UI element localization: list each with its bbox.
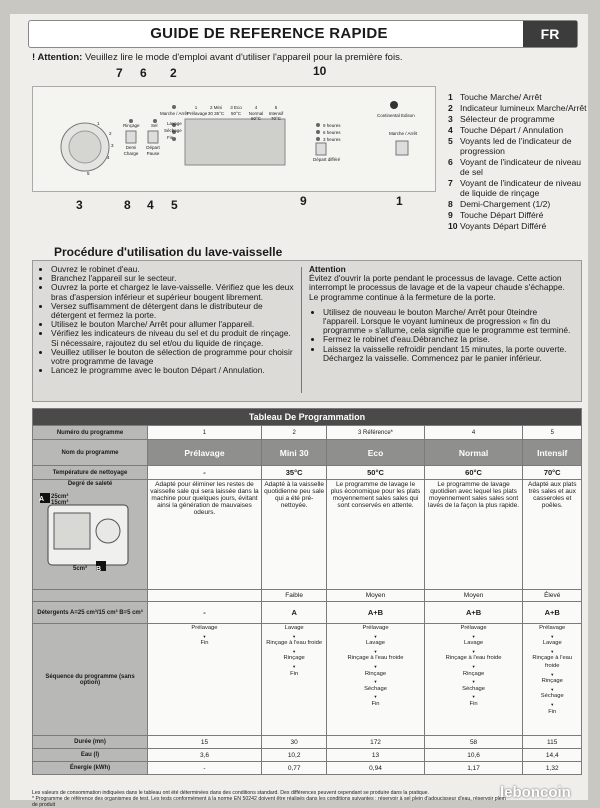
callout-3: 3 <box>76 198 83 212</box>
arrow-down-icon: ▼ <box>471 694 476 700</box>
arrow-down-icon: ▼ <box>471 663 476 669</box>
sequence-step: Fin <box>371 700 380 707</box>
dial-num-2: 2 <box>109 131 112 136</box>
arrow-down-icon: ▼ <box>292 633 297 639</box>
procedure-step: • Branchez l'appareil sur le secteur. <box>51 274 299 283</box>
procedure-right <box>309 265 575 363</box>
sequence-step: Rinçage <box>283 655 305 662</box>
procedure-step: • Fermez le robinet d'eau.Débranchez la prise. <box>323 335 575 344</box>
arrow-down-icon: ▼ <box>471 648 476 654</box>
procedure-step: • Ouvrez la porte et chargez le lave-vaisselle. Vérifiez que les deux bras d'aspersion inférieur et supérieur bougent librement. <box>51 283 299 301</box>
table-row: Détergents A=25 cm³/15 cm³ B=5 cm³ - A A+B A+B A+B <box>33 602 582 624</box>
rincage-label: Rinçage <box>123 123 140 128</box>
sequence-step: Rinçage à l'eau froide <box>532 655 573 669</box>
table-row: Numéro du programme 1 2 3 Référence* 4 5 <box>33 426 582 440</box>
procedure-left <box>37 265 299 375</box>
sequence-step: Rinçage à l'eau froide <box>445 655 502 662</box>
sequence-step: Prélavage <box>460 625 487 631</box>
legend-item: 3 Sélecteur de programme <box>448 114 555 124</box>
arrow-down-icon: ▼ <box>373 633 378 639</box>
callout-10: 10 <box>313 64 327 78</box>
sequence-step: Séchage <box>462 685 485 692</box>
procedure-step: • Versez suffisamment de détergent dans le distributeur de détergent et fermez la porte. <box>51 302 299 320</box>
attention-note <box>32 52 402 63</box>
prog-head-3: 3 Eco 50°C <box>230 105 242 116</box>
dispenser-b-value: 5cm³ <box>73 566 88 572</box>
sequence-step: Lavage <box>464 640 484 647</box>
sequence-step: Fin <box>469 700 478 707</box>
sequence-cell <box>148 624 262 736</box>
lavage-label: Lavage <box>167 121 182 126</box>
arrow-down-icon: ▼ <box>292 663 297 669</box>
sequence-cell <box>523 624 582 736</box>
procedure-box <box>32 260 582 402</box>
footnotes <box>32 790 512 808</box>
arrow-down-icon: ▼ <box>292 648 297 654</box>
sequence-step: Prélavage <box>362 625 389 631</box>
legend-item: 5 Voyants led de l'indicateur de progression <box>448 136 572 156</box>
legend-item: 1 Touche Marche/ Arrêt <box>448 92 542 102</box>
legend-item: 2 Indicateur lumineux Marche/Arrêt <box>448 103 587 113</box>
procedure-step: • Ouvrez le robinet d'eau. <box>51 265 299 274</box>
arrow-down-icon: ▼ <box>373 663 378 669</box>
control-panel-diagram <box>32 86 436 192</box>
programming-table <box>32 408 582 775</box>
depart-differe-label: Départ différé <box>313 157 341 162</box>
arrow-down-icon: ▼ <box>550 701 555 707</box>
attention-label: ! Attention: <box>32 52 83 63</box>
callout-6: 6 <box>140 66 147 80</box>
control-panel-drawing <box>33 87 435 191</box>
footnote: * Programme de référence des organismes de test. Les tests conformément à la norme EN 50242 doivent être réalisés dans les conditions suivantes : réservoir à sel plein d'adoucisseur d'eau, réservoir plein de produit <box>32 796 506 808</box>
legend-item: 6 Voyant de l'indicateur de niveau de sel <box>448 157 582 177</box>
sechage-label: Séchage <box>164 128 182 133</box>
arrow-down-icon: ▼ <box>202 633 207 639</box>
sequence-step: Séchage <box>540 693 564 700</box>
arrow-down-icon: ▼ <box>373 694 378 700</box>
dial-num-5: 5 <box>87 171 90 176</box>
callout-4: 4 <box>147 198 154 212</box>
arrow-down-icon: ▼ <box>550 671 555 677</box>
sequence-step: Prélavage <box>539 625 566 631</box>
arrow-down-icon: ▼ <box>550 686 555 692</box>
sel-label: Sel <box>151 123 158 128</box>
callout-8: 8 <box>124 198 131 212</box>
prog-head-2: 2 Mini 30 35°C <box>207 105 225 116</box>
sequence-step: Séchage <box>364 685 387 692</box>
legend-item: 7 Voyant de l'indicateur de niveau de liquide de rinçage <box>448 178 582 198</box>
procedure-attention-text: Évitez d'ouvrir la porte pendant le processus de lavage. Cette action interrompt le processus de lavage et de la vapeur chaude s'échappe. Le programme continue à la fermeture de la porte. <box>309 273 565 302</box>
language-badge: FR <box>523 21 577 47</box>
procedure-step: • Veuillez utiliser le bouton de sélection de programme pour choisir votre programme de lavage <box>51 348 299 366</box>
guide-header <box>28 20 578 48</box>
procedure-step: • Utilisez de nouveau le bouton Marche/ Arrêt pour 0teindre l'appareil. Lorsque le voyant lumineux de progression « fin du programme » s'allume, cela signifie que le programme est terminé. <box>323 308 575 336</box>
attention-text: Veuillez lire le mode d'emploi avant d'utiliser l'appareil pour la première fois. <box>82 52 403 63</box>
table-row: Température de nettoyage - 35°C 50°C 60°C 70°C <box>33 466 582 480</box>
dispenser-b-letter: B <box>96 566 102 573</box>
sequence-cell <box>261 624 326 736</box>
procedure-attention-title: Attention <box>309 264 346 274</box>
sequence-cell <box>424 624 523 736</box>
watermark-logo: leboncoin <box>500 784 571 801</box>
callout-1: 1 <box>396 194 403 208</box>
table-row: Énergie (kWh) - 0,77 0,94 1,17 1,32 <box>33 762 582 775</box>
arrow-down-icon: ▼ <box>471 679 476 685</box>
fin-label: Fin <box>167 135 174 140</box>
dial-num-4: 4 <box>107 155 110 160</box>
dispenser-a-value: 25cm³ 15cm³ <box>51 494 69 506</box>
table-title: Tableau De Programmation <box>33 409 582 426</box>
procedure-title: Procédure d'utilisation du lave-vaisselle <box>54 245 283 259</box>
sequence-step: Prélavage <box>191 625 218 631</box>
sequence-cell <box>327 624 424 736</box>
reference-guide-sheet <box>10 14 588 808</box>
brand-label: Continental Edison <box>377 113 415 118</box>
procedure-step: • Utilisez le bouton Marche/ Arrêt pour allumer l'appareil. <box>51 320 299 329</box>
sequence-step: Fin <box>290 670 299 677</box>
procedure-divider <box>301 267 302 393</box>
sequence-step: Rinçage <box>541 678 563 685</box>
callout-2: 2 <box>170 66 177 80</box>
dispenser-a-letter: A <box>39 496 45 503</box>
sequence-step: Rinçage <box>462 670 485 677</box>
arrow-down-icon: ▼ <box>550 633 555 639</box>
prog-head-4: 4 Normal 60°C <box>248 105 264 121</box>
procedure-step: • Lancez le programme avec le bouton Départ / Annulation. <box>51 366 299 375</box>
sequence-step: Rinçage à l'eau froide <box>266 640 323 647</box>
sequence-step: Rinçage <box>364 670 387 677</box>
demi-charge-label: Demi Charge <box>123 145 139 156</box>
callout-5: 5 <box>171 198 178 212</box>
dial-num-3: 3 <box>111 143 114 148</box>
procedure-step: • Vérifiez les indicateurs de niveau du sel et du produit de rinçage. Si nécessaire, rajoutez du sel et/ou du liquide de rinçage. <box>51 329 299 347</box>
marche-label: Marche / Arrêt <box>389 131 418 136</box>
table-row: Séquence du programme (sans option) Prélavage ▼ Fin Lavage ▼ Rinçage à l'eau froide ▼ Rinçage ▼ Fin Prélavage ▼ Lavage ▼ Rinçage à l'eau froide ▼ Rinçage ▼ Séchage ▼ Fin Prélavage ▼ Lavage ▼ Rinçage à l'eau froide ▼ Rinçage ▼ Séchage ▼ Fin Prélavage ▼ Lavage ▼ Rinçage à l'eau froide ▼ Rinçage ▼ Séchage ▼ Fin <box>33 624 582 736</box>
sequence-step: Fin <box>548 708 557 715</box>
guide-title: GUIDE DE REFERENCE RAPIDE <box>150 25 388 42</box>
table-row: Faible Moyen Moyen Élevé <box>33 590 582 602</box>
legend-item: 8 Demi-Chargement (1/2) <box>448 199 551 209</box>
arrow-down-icon: ▼ <box>373 648 378 654</box>
6h-label: 6 heures <box>323 130 341 135</box>
legend-item: 9 Touche Départ Différé <box>448 210 544 220</box>
sequence-step: Fin <box>200 640 209 647</box>
arrow-down-icon: ▼ <box>373 679 378 685</box>
9h-label: 9 heures <box>323 123 341 128</box>
table-row: Durée (mn) 15 30 172 58 115 <box>33 736 582 749</box>
dirt-label-cell: Degré de saleté A 25cm³ 15cm³ 5cm³ B <box>33 480 148 590</box>
depart-pause-label: Départ Pause <box>146 145 160 156</box>
table-row: Degré de saleté A 25cm³ 15cm³ 5cm³ B Adapté pour éliminer les restes de vaisselle sale qui sera laissée dans la machine pour quelques jours, évitant ainsi la génération de mauvaises odeurs. Adapté à la vaisselle quotidienne peu sale qui a été pré-nettoyée. Le programme de lavage le plus économique pour les plats moyennement sales sales qui sont conservés en attente. Le programme de lavage quotidien avec lequel les plats moyennement sales sales sont lavés de la façon la plus rapide. Adapté aux plats très sales et aux casseroles et poêles. <box>33 480 582 590</box>
sequence-step: Lavage <box>542 640 562 647</box>
marche-top-label: Marche / Arrêt <box>160 111 189 116</box>
legend-item: 10 Voyants Départ Différé <box>448 221 547 231</box>
arrow-down-icon: ▼ <box>471 633 476 639</box>
callout-9: 9 <box>300 194 307 208</box>
prog-head-1: 1 Prélavage <box>187 105 208 116</box>
dial-num-1: 1 <box>97 121 100 126</box>
procedure-step: • Laissez la vaisselle refroidir pendant 15 minutes, la porte ouverte. Déchargez la vaisselle. Commencez par le panier inférieur. <box>323 345 575 363</box>
table-row: Eau (l) 3,6 10,2 13 10,6 14,4 <box>33 749 582 762</box>
arrow-down-icon: ▼ <box>550 648 555 654</box>
callout-7: 7 <box>116 66 123 80</box>
sequence-step: Rinçage à l'eau froide <box>347 655 404 662</box>
control-legend <box>448 92 588 232</box>
sequence-step: Lavage <box>284 625 304 631</box>
3h-label: 3 heures <box>323 137 341 142</box>
footnote: Les valeurs de consommation indiquées dans le tableau ont été déterminées dans des conditions standard. Des différences peuvent cependant se produire dans la pratique. <box>32 790 430 796</box>
sequence-step: Lavage <box>365 640 386 647</box>
table-row: Nom du programme Prélavage Mini 30 Eco Normal Intensif <box>33 440 582 466</box>
legend-item: 4 Touche Départ / Annulation <box>448 125 564 135</box>
prog-head-5: 5 Intensif 70°C <box>268 105 284 121</box>
